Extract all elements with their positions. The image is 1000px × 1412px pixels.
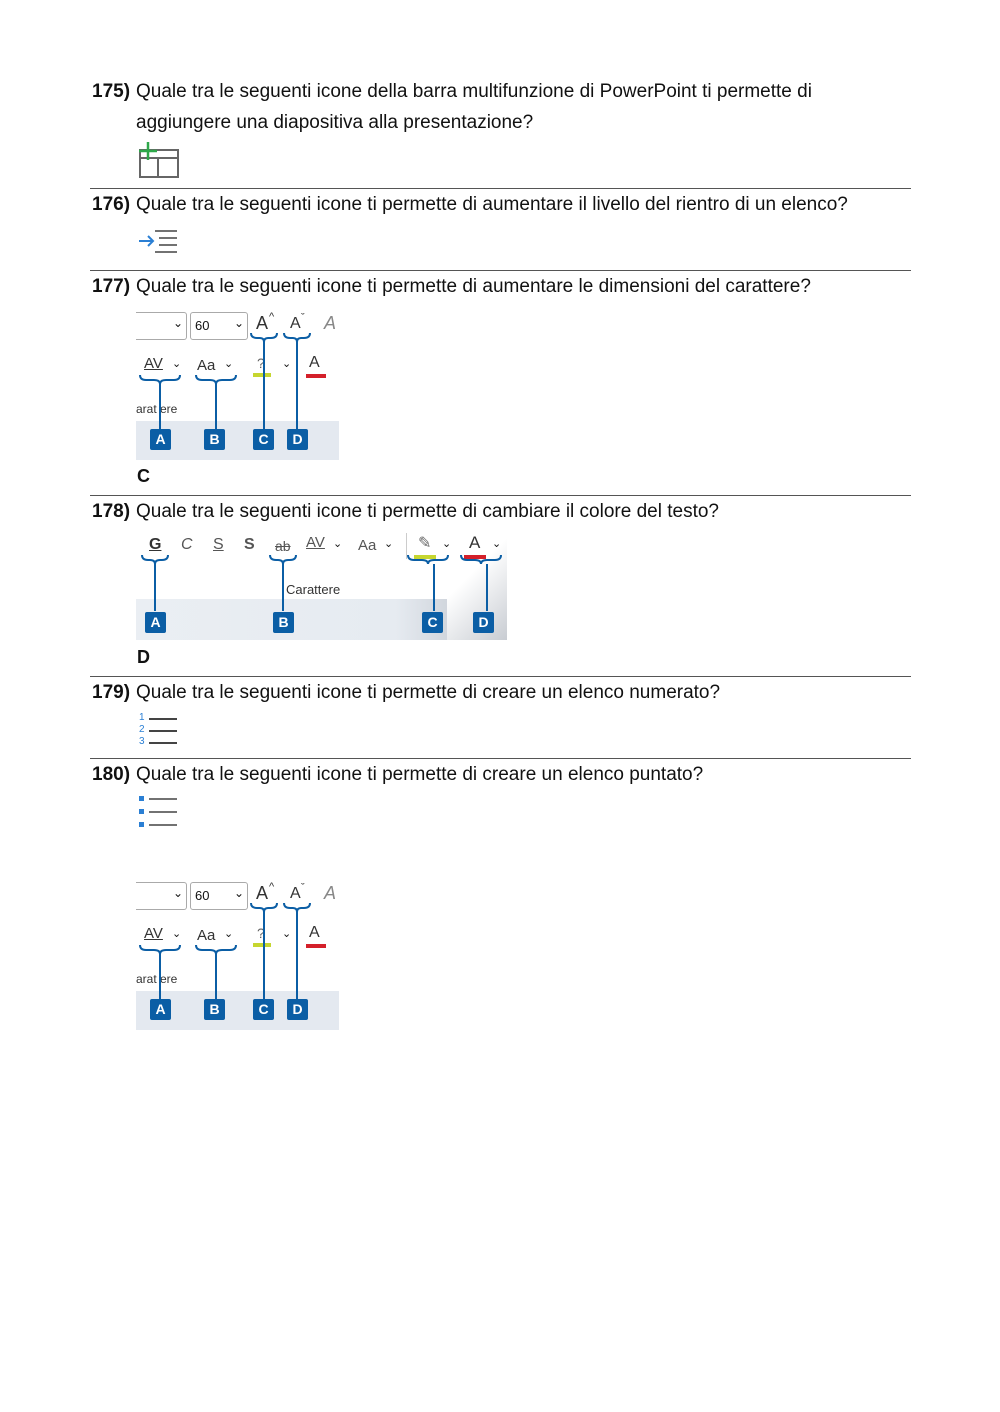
character-spacing-icon: AV (144, 355, 163, 372)
question-text: Quale tra le seguenti icone ti permette di cambiare il colore del testo? (136, 501, 719, 522)
change-case-icon: Aa (358, 537, 377, 554)
chevron-down-icon: ⌄ (172, 316, 183, 330)
bold-icon: G (149, 536, 162, 553)
clear-format-icon: A (324, 313, 337, 333)
badge-b: B (204, 429, 225, 450)
group-label: arat ere (136, 402, 178, 416)
chevron-down-icon: ⌄ (172, 928, 182, 940)
question-number: 180) (92, 764, 131, 785)
chevron-down-icon: ⌄ (172, 886, 183, 900)
grow-font-icon: A (256, 883, 269, 903)
font-ribbon-image-repeat (136, 879, 339, 1030)
chevron-down-icon: ⌄ (442, 538, 452, 550)
chevron-down-icon: ⌄ (384, 538, 394, 550)
font-color-icon: A (306, 924, 326, 948)
character-spacing-icon: AV (306, 534, 325, 551)
question-text: Quale tra le seguenti icone ti permette di creare un elenco numerato? (136, 682, 721, 703)
badge-b: B (204, 999, 225, 1020)
question-number: 179) (92, 682, 131, 703)
font-size-value: 60 (195, 888, 210, 903)
chevron-down-icon: ⌄ (233, 886, 244, 900)
question-number: 177) (92, 276, 131, 297)
chevron-down-icon: ⌄ (224, 358, 234, 370)
font-ribbon-image (136, 309, 339, 460)
shadow-icon: S (244, 536, 255, 553)
chevron-down-icon: ⌄ (224, 928, 234, 940)
group-label: Carattere (286, 582, 341, 597)
badge-d: D (287, 429, 308, 450)
badge-d: D (287, 999, 308, 1020)
caret-up-icon: ^ (269, 881, 275, 893)
font-color-icon: A (306, 354, 326, 378)
caret-down-icon: ˇ (301, 882, 305, 894)
badge-c: C (253, 429, 274, 450)
question-text: Quale tra le seguenti icone ti permette di aumentare le dimensioni del carattere? (136, 276, 811, 297)
badge-d: D (473, 612, 494, 633)
question-number: 175) (92, 81, 131, 102)
question-number: 178) (92, 501, 131, 522)
grow-font-icon: A (256, 313, 269, 333)
clear-format-icon: A (324, 883, 337, 903)
increase-indent-icon (137, 228, 181, 260)
change-case-icon: Aa (197, 927, 216, 944)
font-size-value: 60 (195, 318, 210, 333)
question-text: Quale tra le seguenti icone ti permette di creare un elenco puntato? (136, 764, 704, 785)
badge-c: C (253, 999, 274, 1020)
badge-c: C (422, 612, 443, 633)
badge-a: A (150, 429, 171, 450)
question-text: Quale tra le seguenti icone della barra multifunzione di PowerPoint ti permette di (136, 81, 812, 102)
change-case-icon: Aa (197, 357, 216, 374)
chevron-down-icon: ⌄ (333, 538, 343, 550)
underline-icon: S (213, 536, 224, 553)
chevron-down-icon: ⌄ (282, 358, 292, 370)
bulleted-list-icon (137, 794, 181, 830)
group-label: arat ere (136, 972, 178, 986)
chevron-down-icon: ⌄ (282, 928, 292, 940)
badge-a: A (145, 612, 166, 633)
answer: C (137, 466, 150, 486)
highlight-icon: ? (253, 925, 271, 947)
badge-b: B (273, 612, 294, 633)
highlighter-icon: ✎ (414, 533, 436, 559)
strikethrough-icon: ab (275, 538, 291, 554)
chevron-down-icon: ⌄ (233, 316, 244, 330)
chevron-down-icon: ⌄ (492, 538, 502, 550)
highlight-icon: ? (253, 355, 271, 377)
caret-down-icon: ˇ (301, 312, 305, 324)
question-text: Quale tra le seguenti icone ti permette di aumentare il livello del rientro di un elenco? (136, 194, 848, 215)
character-spacing-icon: AV (144, 925, 163, 942)
callout-lines (136, 529, 507, 640)
question-text-line2: aggiungere una diapositiva alla presentazione? (136, 112, 534, 133)
shrink-font-icon: A (290, 885, 301, 902)
question-number: 176) (92, 194, 131, 215)
color-ribbon-image (136, 529, 507, 640)
chevron-down-icon: ⌄ (172, 358, 182, 370)
caret-up-icon: ^ (269, 311, 275, 323)
answer: D (137, 647, 150, 667)
italic-icon: C (181, 536, 193, 553)
badge-a: A (150, 999, 171, 1020)
font-color-icon: A (464, 533, 486, 559)
shrink-font-icon: A (290, 315, 301, 332)
new-slide-icon (137, 141, 181, 181)
numbered-list-icon: 1 2 3 (137, 712, 181, 752)
